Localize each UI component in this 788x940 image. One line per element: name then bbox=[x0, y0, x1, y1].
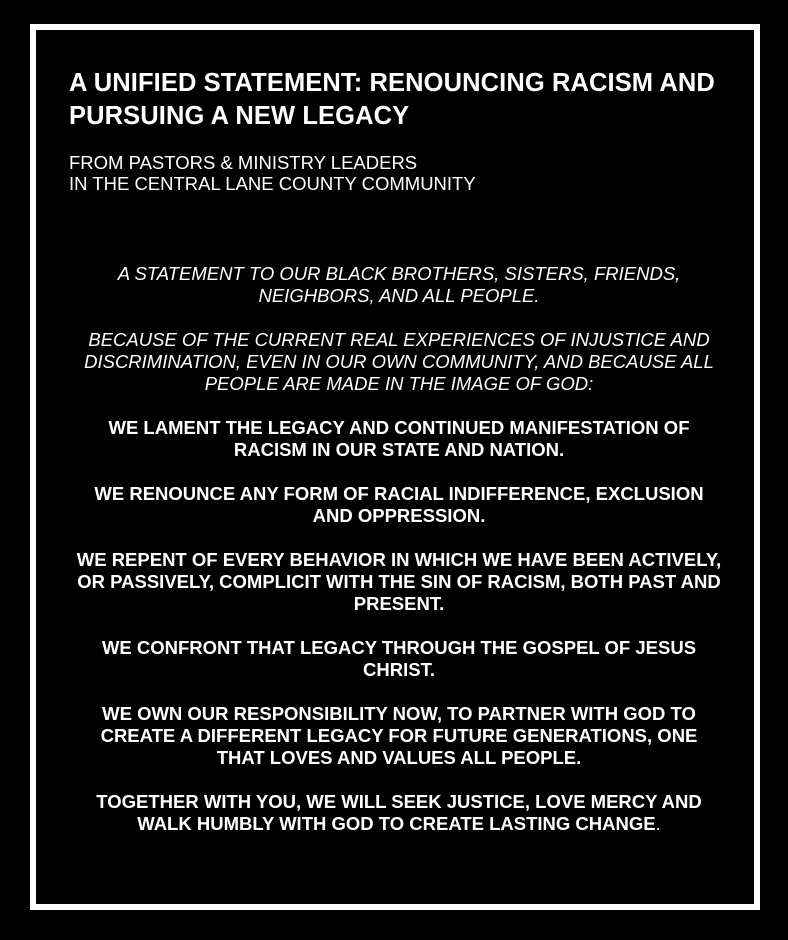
together-statement-text: TOGETHER WITH YOU, WE WILL SEEK JUSTICE, LOVE MERCY AND WALK HUMBLY WITH GOD TO CREATE LASTING CHANGE bbox=[96, 791, 702, 834]
confront-statement: WE CONFRONT THAT LEGACY THROUGH THE GOSPEL OF JESUS CHRIST. bbox=[101, 637, 697, 680]
preamble-paragraph: BECAUSE OF THE CURRENT REAL EXPERIENCES OF INJUSTICE AND DISCRIMINATION, EVEN IN OUR OWN COMMUNITY, AND BECAUSE ALL PEOPLE ARE MADE IN THE IMAGE OF GOD: bbox=[84, 329, 714, 394]
subtitle-line-2: IN THE CENTRAL LANE COUNTY COMMUNITY bbox=[69, 173, 476, 194]
repent-statement: WE REPENT OF EVERY BEHAVIOR IN WHICH WE HAVE BEEN ACTIVELY, OR PASSIVELY, COMPLICIT WITH THE SIN OF RACISM, BOTH PAST AND PRESENT. bbox=[76, 549, 722, 614]
statement-body bbox=[76, 263, 722, 857]
document-title: A UNIFIED STATEMENT: RENOUNCING RACISM AND PURSUING A NEW LEGACY bbox=[69, 69, 715, 130]
own-statement: WE OWN OUR RESPONSIBILITY NOW, TO PARTNER WITH GOD TO CREATE A DIFFERENT LEGACY FOR FUTURE GENERATIONS, ONE THAT LOVES AND VALUES ALL PEOPLE. bbox=[100, 703, 698, 768]
document-frame bbox=[30, 24, 760, 910]
together-statement-period: . bbox=[655, 813, 661, 834]
renounce-statement: WE RENOUNCE ANY FORM OF RACIAL INDIFFERENCE, EXCLUSION AND OPPRESSION. bbox=[94, 483, 704, 526]
intro-paragraph: A STATEMENT TO OUR BLACK BROTHERS, SISTERS, FRIENDS, NEIGHBORS, AND ALL PEOPLE. bbox=[117, 263, 681, 306]
lament-statement: WE LAMENT THE LEGACY AND CONTINUED MANIFESTATION OF RACISM IN OUR STATE AND NATION. bbox=[108, 417, 690, 460]
subtitle-line-1: FROM PASTORS & MINISTRY LEADERS bbox=[69, 152, 418, 173]
together-statement bbox=[76, 791, 722, 835]
document-subtitle bbox=[69, 152, 709, 194]
